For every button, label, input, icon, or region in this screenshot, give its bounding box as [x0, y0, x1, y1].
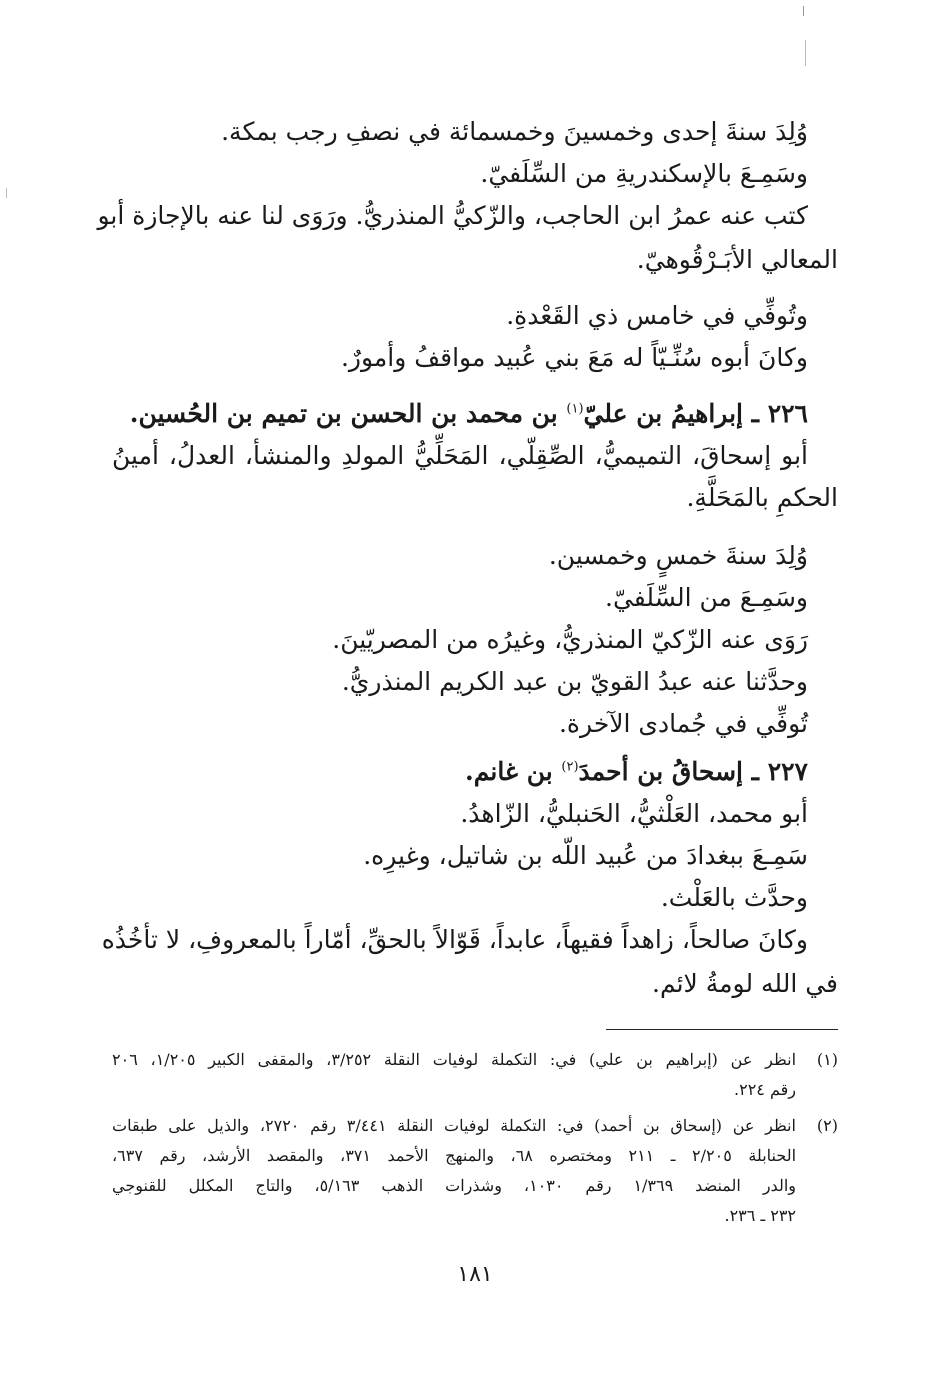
entry-line: وُلِدَ سنةَ خمسٍ وخمسين. — [548, 541, 808, 570]
entry-line: أبو إسحاقَ، التميميُّ، الصِّقِلّي، المَحَلِّيُّ المولدِ والمنشأ، العدلُ، أمينُ — [112, 441, 808, 470]
footnote-separator — [606, 1029, 838, 1030]
page-number: ١٨١ — [457, 1262, 493, 1287]
entry-heading-226 — [112, 394, 838, 434]
entry-line: تُوفِّي في جُمادى الآخرة. — [558, 709, 808, 738]
scan-mark — [805, 40, 806, 66]
footnote-line: انظر عن (إسحاق بن أحمد) في: التكملة لوفيات النقلة ٣/٤٤١ رقم ٢٧٢٠، والذيل على طبقات — [112, 1116, 796, 1135]
body-line: وسَمِـعَ بالإسكندريةِ من السِّلَفيّ. — [480, 159, 808, 188]
scan-mark — [803, 6, 804, 16]
footnote-line: رقم ٢٢٤. — [734, 1080, 796, 1099]
footnote-2 — [112, 1112, 838, 1140]
footnote-ref: (١) — [566, 401, 584, 417]
footnote-line: الحنابلة ٢/٢٠٥ ـ ٢١١ ومختصره ٦٨، والمنهج الأحمد ٣٧١، والمقصد الأرشد، رقم ٦٣٧، — [112, 1146, 797, 1165]
entry-line: وكانَ صالحاً، زاهداً فقيهاً، عابداً، قَوّالاً بالحقِّ، أمّاراً بالمعروفِ، لا تأخُذُه — [101, 925, 808, 954]
body-line: وكانَ أبوه سُنِّـيّاً له مَعَ بني عُبيد مواقفُ وأمورٌ. — [340, 343, 808, 372]
entry-line: وسَمِـعَ من السِّلَفيّ. — [605, 583, 808, 612]
entry-line: الحكمِ بالمَحَلَّةِ. — [686, 483, 838, 512]
footnote-2-continued — [112, 1142, 838, 1170]
body-line: وُلِدَ سنةَ إحدى وخمسينَ وخمسمائة في نصفِ رجب بمكة. — [221, 117, 808, 146]
entry-name-continued: بن غانم. — [465, 757, 562, 786]
footnote-2-continued — [112, 1172, 838, 1200]
body-line: كتب عنه عمرُ ابن الحاجب، والزّكيُّ المنذريُّ. ورَوَى لنا عنه بالإجازة أبو — [97, 201, 808, 230]
footnote-2-continued — [112, 1202, 838, 1230]
entry-line: رَوَى عنه الزّكيّ المنذريُّ، وغيرُه من المصريّينَ. — [332, 625, 808, 654]
footnote-number: (٢) — [816, 1116, 838, 1135]
entry-line: وحدَّثنا عنه عبدُ القويّ بن عبد الكريم المنذريُّ. — [341, 667, 808, 696]
footnote-line: ٢٣٢ ـ ٢٣٦. — [724, 1206, 796, 1225]
entry-name: ٢٢٦ ـ إبراهيمُ بن عليّ — [583, 399, 808, 428]
scan-mark — [6, 188, 7, 198]
footnote-1-continued — [112, 1076, 838, 1104]
footnote-ref: (٢) — [561, 759, 579, 775]
entry-name: ٢٢٧ ـ إسحاقُ بن أحمدَ — [578, 757, 808, 786]
body-line: وتُوفِّي في خامس ذي القَعْدةِ. — [506, 301, 808, 330]
entry-line: أبو محمد، العَلْثيُّ، الحَنبليُّ، الزّاهدُ. — [460, 799, 808, 828]
footnote-line: انظر عن (إبراهيم بن علي) في: التكملة لوفيات النقلة ٣/٢٥٢، والمقفى الكبير ١/٢٠٥، ٢٠٦ — [112, 1050, 797, 1069]
footnote-number: (١) — [816, 1050, 838, 1069]
book-page — [97, 112, 838, 1292]
entry-line: سَمِـعَ ببغدادَ من عُبيد اللّه بن شاتيل، وغيرِه. — [363, 841, 808, 870]
entry-line: وحدَّث بالعَلْث. — [660, 883, 808, 912]
entry-name-continued: بن محمد بن الحسن بن تميم بن الحُسين. — [129, 399, 567, 428]
body-line: المعالي الأبَـرْقُوهيّ. — [636, 245, 838, 274]
footnote-line: والدر المنضد ١/٣٦٩ رقم ١٠٣٠، وشذرات الذهب ٥/١٦٣، والتاج المكلل للقنوجي — [112, 1176, 796, 1195]
entry-line: في الله لومةُ لائم. — [652, 969, 838, 998]
footnote-1 — [112, 1046, 838, 1074]
entry-heading-227 — [112, 752, 838, 792]
